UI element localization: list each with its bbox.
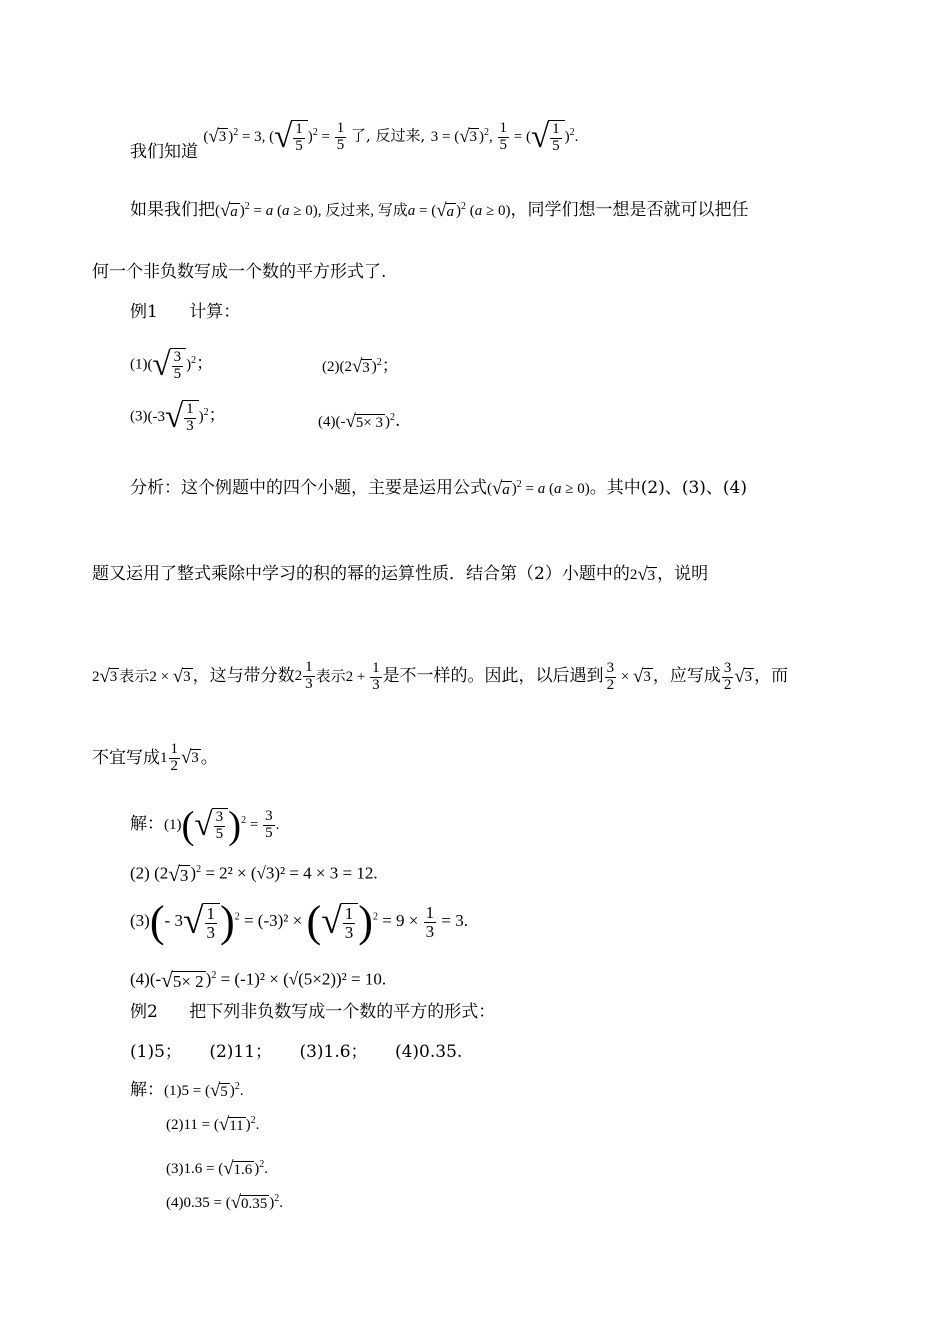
solution2-label: 解： [130, 1080, 164, 1100]
example2-items: (1)5； (2)11； (3)1.6； (4)0.35. [130, 1042, 463, 1062]
intro-we-know: 我们知道 [130, 141, 198, 162]
example1-item-1: (1)( √ $\frac{3}{5}$ )$^2$； [130, 346, 214, 383]
analysis-formula: ( √ a )$^2$ = a (a ≥ 0) [487, 478, 590, 500]
analysis-line1: 分析：这个例题中的四个小题，主要是运用公式( √ a )$^2$ = a (a ≥ 0)。其中(2)、(3)、(4) [130, 478, 747, 500]
analysis-line4: 不宜写成1 $\frac{1}{2}$ √ 3 。 [92, 741, 218, 774]
example1-item-2: (2)(2 √ 3 )$^2$； [322, 356, 399, 378]
solution2-line1: 解：(1)5 = ( √ 5 )$^2$. [130, 1080, 244, 1102]
para1-formula2: a = ( √ a )$^2$ (a ≥ 0) [407, 200, 511, 222]
example2-task: 把下列非负数写成一个数的平方的形式： [189, 1002, 496, 1022]
intro-line [130, 118, 579, 162]
solution2-line3: (3)1.6 = ( √ 1.6 )$^2$. [166, 1158, 268, 1179]
example1-task: 计算： [189, 302, 241, 322]
intro-formula-2: 3 = ( √ 3 )$^2$, $\frac{1}{5}$ = ( √ $\frac{1}{5}$ )$^2$. [430, 118, 579, 155]
example1-item-3: (3)(-3 √ $\frac{1}{3}$ )$^2$； [130, 398, 226, 435]
solution1-label: 解： [130, 813, 164, 834]
solution1-line3: (3)(- 3 √ $\frac{1}{3}$ )$^2$ = (-3)² × ( √ $\frac{1}{3}$ )$^2$ = 9 × $\frac{1}{3}$ = 3. [130, 897, 468, 946]
para1-formula: ( √ a )$^2$ = a (a ≥ 0) [215, 200, 318, 222]
analysis-line2: 题又运用了整式乘除中学习的积的幂的运算性质．结合第（2）小题中的2 √ 3 ，说明 [92, 564, 709, 586]
para1-line2: 何一个非负数写成一个数的平方形式了. [92, 262, 387, 282]
example1-heading [130, 304, 240, 321]
solution1-line2: (2) (2 √ 3 )$^2$ = 2² × (√3)² = 4 × 3 = 12. [130, 862, 378, 886]
solution1-line1: 解：(1)( √ $\frac{3}{5}$ )$^2$ = $\frac{3}{5}$ . [130, 804, 280, 847]
para1-end: ，同学们想一想是否就可以把任 [510, 200, 749, 220]
intro-formula-1: ( √ 3 )$^2$ = 3, ( √ $\frac{1}{5}$ )$^2$ = $\frac{1}{5}$ [203, 118, 345, 155]
para1-reverse: , 反过来, 写成 [317, 203, 408, 219]
solution2-line2: (2)11 = ( √ 11 )$^2$. [166, 1114, 260, 1135]
analysis-line3: 2 √ 3 表示2 × √ 3 ，这与带分数2 $\frac{1}{3}$ 表示2 + $\frac{1}{3}$ 是不一样的。因此，以后遇到 $\frac{3}{2}$ × √ 3 ，应写成 $\frac{3}{2}$ √ 3 ，而 [92, 659, 789, 693]
example1-label: 例1 [130, 302, 158, 322]
example1-item-4: (4)(- √ 5× 3 )$^2$. [318, 411, 401, 433]
para1-start: 如果我们把 [130, 200, 215, 220]
para1-line1 [130, 202, 749, 221]
solution1-line4: (4)(- √ 5× 2 )$^2$ = (-1)² × (√(5×2))² = 10. [130, 968, 387, 992]
example2-label: 例2 [130, 1002, 158, 1022]
intro-reverse: 了, 反过来, [351, 126, 426, 145]
example2-heading [130, 1004, 495, 1021]
solution2-line4: (4)0.35 = ( √ 0.35 )$^2$. [166, 1192, 283, 1213]
